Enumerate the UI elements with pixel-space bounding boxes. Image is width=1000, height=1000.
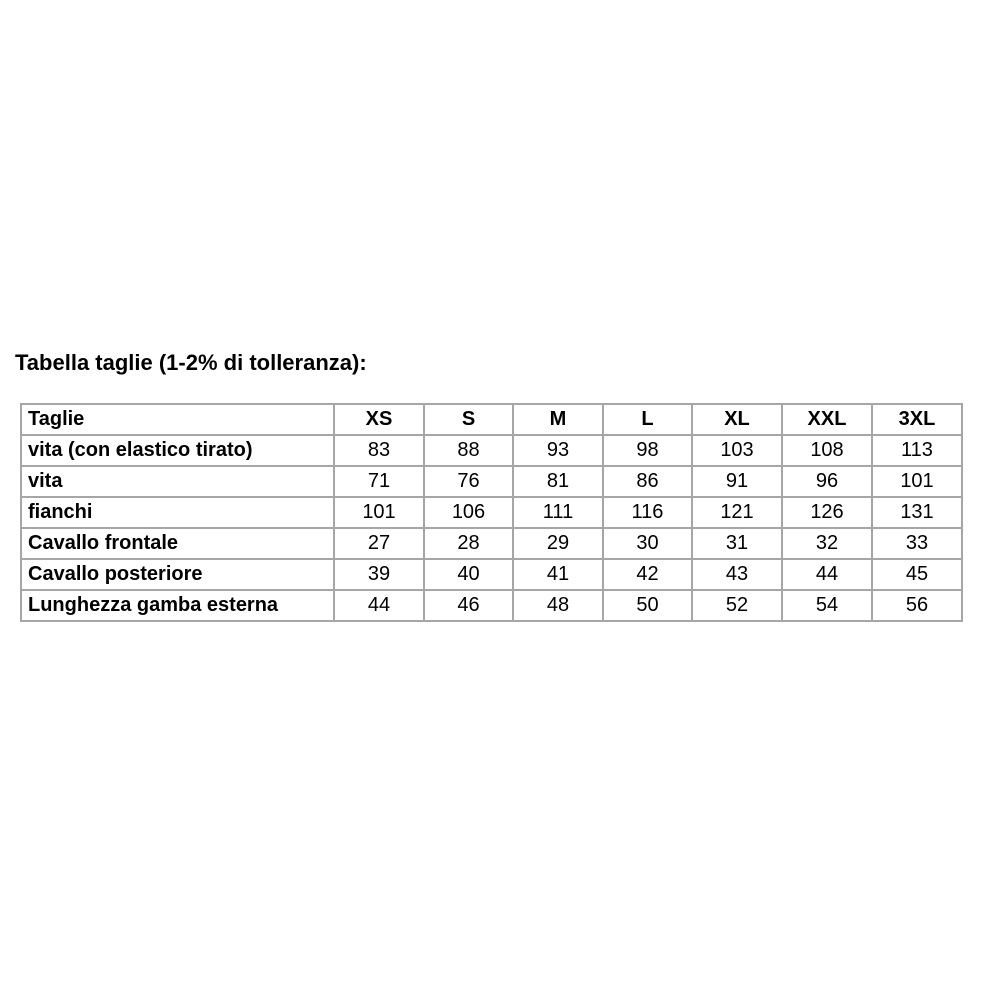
measurement-cell: 131 — [872, 497, 962, 528]
row-label: Lunghezza gamba esterna — [21, 590, 334, 621]
measurement-cell: 126 — [782, 497, 872, 528]
measurement-cell: 48 — [513, 590, 603, 621]
table-header-row — [21, 404, 962, 435]
row-label: vita — [21, 466, 334, 497]
table-row — [21, 559, 962, 590]
measurement-cell: 71 — [334, 466, 424, 497]
row-label: Cavallo posteriore — [21, 559, 334, 590]
measurement-cell: 106 — [424, 497, 513, 528]
measurement-cell: 101 — [334, 497, 424, 528]
measurement-cell: 56 — [872, 590, 962, 621]
measurement-cell: 81 — [513, 466, 603, 497]
measurement-cell: 42 — [603, 559, 692, 590]
measurement-cell: 29 — [513, 528, 603, 559]
page-title: Tabella taglie (1-2% di tolleranza): — [15, 350, 367, 375]
measurement-cell: 43 — [692, 559, 782, 590]
measurement-cell: 76 — [424, 466, 513, 497]
measurement-cell: 30 — [603, 528, 692, 559]
measurement-cell: 44 — [782, 559, 872, 590]
row-label: vita (con elastico tirato) — [21, 435, 334, 466]
measurement-cell: 113 — [872, 435, 962, 466]
measurement-cell: 121 — [692, 497, 782, 528]
measurement-cell: 116 — [603, 497, 692, 528]
row-label: fianchi — [21, 497, 334, 528]
header-cell-label: Taglie — [21, 404, 334, 435]
measurement-cell: 46 — [424, 590, 513, 621]
table-row — [21, 590, 962, 621]
measurement-cell: 91 — [692, 466, 782, 497]
measurement-cell: 40 — [424, 559, 513, 590]
measurement-cell: 111 — [513, 497, 603, 528]
header-cell-size: XS — [334, 404, 424, 435]
row-label: Cavallo frontale — [21, 528, 334, 559]
measurement-cell: 52 — [692, 590, 782, 621]
measurement-cell: 41 — [513, 559, 603, 590]
header-cell-size: XXL — [782, 404, 872, 435]
table-row — [21, 466, 962, 497]
measurement-cell: 86 — [603, 466, 692, 497]
measurement-cell: 33 — [872, 528, 962, 559]
table-row — [21, 435, 962, 466]
measurement-cell: 28 — [424, 528, 513, 559]
measurement-cell: 32 — [782, 528, 872, 559]
measurement-cell: 93 — [513, 435, 603, 466]
measurement-cell: 31 — [692, 528, 782, 559]
header-cell-size: S — [424, 404, 513, 435]
measurement-cell: 98 — [603, 435, 692, 466]
measurement-cell: 39 — [334, 559, 424, 590]
table-row — [21, 528, 962, 559]
measurement-cell: 88 — [424, 435, 513, 466]
measurement-cell: 45 — [872, 559, 962, 590]
header-cell-size: 3XL — [872, 404, 962, 435]
header-cell-size: L — [603, 404, 692, 435]
measurement-cell: 44 — [334, 590, 424, 621]
measurement-cell: 54 — [782, 590, 872, 621]
measurement-cell: 27 — [334, 528, 424, 559]
header-cell-size: M — [513, 404, 603, 435]
measurement-cell: 83 — [334, 435, 424, 466]
measurement-cell: 96 — [782, 466, 872, 497]
measurement-cell: 101 — [872, 466, 962, 497]
table-row — [21, 497, 962, 528]
header-cell-size: XL — [692, 404, 782, 435]
measurement-cell: 50 — [603, 590, 692, 621]
measurement-cell: 108 — [782, 435, 872, 466]
measurement-cell: 103 — [692, 435, 782, 466]
size-table — [20, 403, 963, 622]
